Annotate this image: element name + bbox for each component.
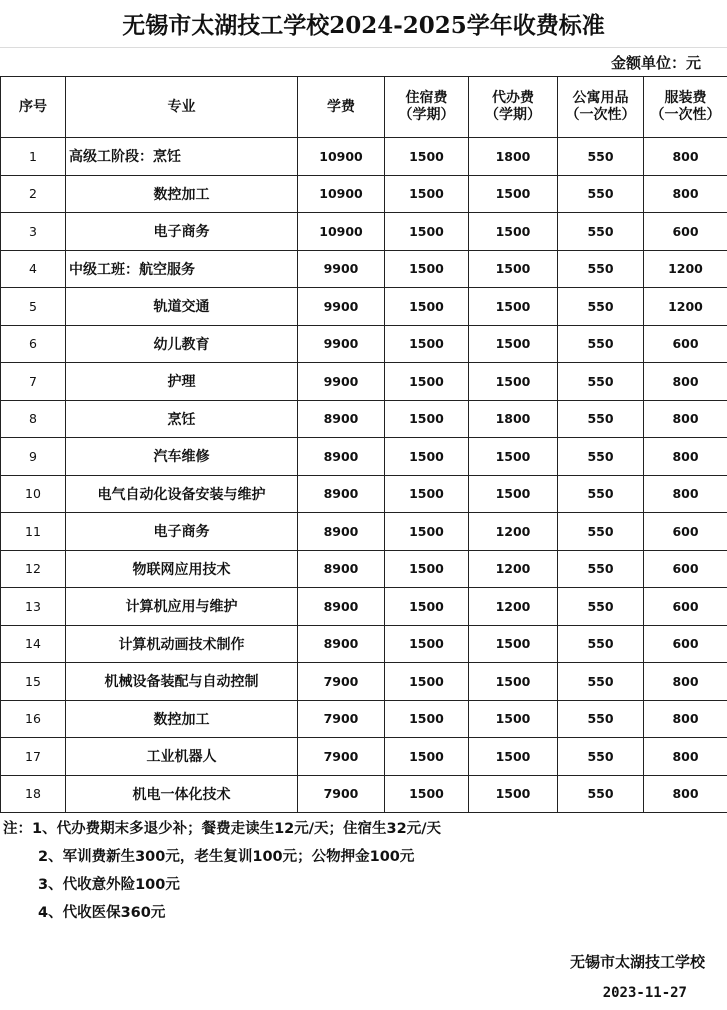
col-header-line1: 公寓用品 bbox=[572, 90, 629, 106]
cell-apartment: 550 bbox=[558, 400, 644, 438]
cell-major: 数控加工 bbox=[66, 700, 298, 738]
cell-major: 数控加工 bbox=[66, 175, 298, 213]
cell-uniform: 1200 bbox=[644, 288, 727, 326]
cell-no: 17 bbox=[1, 738, 66, 776]
cell-dorm: 1500 bbox=[385, 663, 469, 701]
col-header-line1: 代办费 bbox=[492, 90, 534, 106]
cell-agency: 1500 bbox=[469, 363, 558, 401]
table-row bbox=[1, 400, 727, 438]
cell-dorm: 1500 bbox=[385, 513, 469, 551]
cell-no: 12 bbox=[1, 550, 66, 588]
col-header-line1: 住宿费 bbox=[405, 90, 448, 106]
cell-agency: 1500 bbox=[469, 250, 558, 288]
cell-agency: 1500 bbox=[469, 213, 558, 251]
cell-agency: 1500 bbox=[469, 475, 558, 513]
cell-uniform: 800 bbox=[644, 663, 727, 701]
cell-dorm: 1500 bbox=[385, 438, 469, 476]
cell-no: 15 bbox=[1, 663, 66, 701]
cell-dorm: 1500 bbox=[385, 325, 469, 363]
cell-major: 计算机动画技术制作 bbox=[66, 625, 298, 663]
table-row bbox=[1, 588, 727, 626]
cell-apartment: 550 bbox=[558, 550, 644, 588]
cell-agency: 1200 bbox=[469, 588, 558, 626]
cell-tuition: 8900 bbox=[298, 438, 385, 476]
cell-uniform: 800 bbox=[644, 175, 727, 213]
cell-agency: 1200 bbox=[469, 513, 558, 551]
table-row bbox=[1, 738, 727, 776]
cell-major: 汽车维修 bbox=[66, 438, 298, 476]
table-row bbox=[1, 475, 727, 513]
unit-label: 金额单位：元 bbox=[610, 54, 701, 72]
cell-agency: 1500 bbox=[469, 175, 558, 213]
cell-no: 1 bbox=[1, 138, 66, 176]
cell-agency: 1200 bbox=[469, 550, 558, 588]
cell-uniform: 600 bbox=[644, 550, 727, 588]
table-row bbox=[1, 513, 727, 551]
col-header-line2: （学期） bbox=[485, 107, 541, 123]
cell-dorm: 1500 bbox=[385, 588, 469, 626]
cell-apartment: 550 bbox=[558, 438, 644, 476]
cell-tuition: 9900 bbox=[298, 250, 385, 288]
cell-apartment: 550 bbox=[558, 325, 644, 363]
cell-no: 4 bbox=[1, 250, 66, 288]
table-row bbox=[1, 550, 727, 588]
col-header-line2: （一次性） bbox=[565, 107, 636, 123]
cell-major: 轨道交通 bbox=[66, 288, 298, 326]
cell-agency: 1500 bbox=[469, 700, 558, 738]
col-header-uniform bbox=[644, 77, 727, 138]
cell-agency: 1500 bbox=[469, 738, 558, 776]
cell-no: 13 bbox=[1, 588, 66, 626]
cell-dorm: 1500 bbox=[385, 625, 469, 663]
cell-uniform: 600 bbox=[644, 325, 727, 363]
table-row bbox=[1, 775, 727, 813]
col-header-line1: 服装费 bbox=[664, 90, 707, 106]
cell-apartment: 550 bbox=[558, 663, 644, 701]
cell-agency: 1500 bbox=[469, 438, 558, 476]
col-header-line1: 序号 bbox=[19, 98, 47, 115]
cell-agency: 1500 bbox=[469, 625, 558, 663]
note-3: 3、代收意外险100元 bbox=[38, 877, 180, 893]
col-header-line2: （学期） bbox=[398, 107, 455, 123]
cell-dorm: 1500 bbox=[385, 475, 469, 513]
cell-dorm: 1500 bbox=[385, 400, 469, 438]
cell-major: 机械设备装配与自动控制 bbox=[66, 663, 298, 701]
cell-major: 电子商务 bbox=[66, 213, 298, 251]
col-header-major bbox=[66, 77, 298, 138]
note-4: 4、代收医保360元 bbox=[38, 905, 166, 921]
cell-dorm: 1500 bbox=[385, 213, 469, 251]
cell-major: 烹饪 bbox=[66, 400, 298, 438]
cell-uniform: 800 bbox=[644, 400, 727, 438]
cell-uniform: 800 bbox=[644, 475, 727, 513]
cell-agency: 1800 bbox=[469, 138, 558, 176]
cell-apartment: 550 bbox=[558, 213, 644, 251]
cell-tuition: 8900 bbox=[298, 588, 385, 626]
cell-apartment: 550 bbox=[558, 738, 644, 776]
cell-tuition: 8900 bbox=[298, 513, 385, 551]
col-header-line1: 专业 bbox=[167, 98, 196, 115]
cell-uniform: 800 bbox=[644, 438, 727, 476]
cell-no: 3 bbox=[1, 213, 66, 251]
cell-tuition: 8900 bbox=[298, 475, 385, 513]
note-1: 注：1、代办费期末多退少补；餐费走读生12元/天；住宿生32元/天 bbox=[3, 821, 442, 837]
cell-major: 中级工班：航空服务 bbox=[66, 250, 298, 288]
cell-apartment: 550 bbox=[558, 250, 644, 288]
table-header-row bbox=[1, 77, 727, 138]
table-row bbox=[1, 700, 727, 738]
cell-dorm: 1500 bbox=[385, 138, 469, 176]
cell-agency: 1500 bbox=[469, 775, 558, 813]
cell-agency: 1500 bbox=[469, 325, 558, 363]
cell-agency: 1500 bbox=[469, 288, 558, 326]
cell-dorm: 1500 bbox=[385, 250, 469, 288]
cell-tuition: 9900 bbox=[298, 363, 385, 401]
cell-agency: 1800 bbox=[469, 400, 558, 438]
cell-tuition: 8900 bbox=[298, 625, 385, 663]
cell-uniform: 600 bbox=[644, 513, 727, 551]
document-title: 无锡市太湖技工学校2024-2025学年收费标准 bbox=[0, 0, 727, 48]
cell-no: 14 bbox=[1, 625, 66, 663]
cell-uniform: 1200 bbox=[644, 250, 727, 288]
col-header-tuition bbox=[298, 77, 385, 138]
cell-apartment: 550 bbox=[558, 138, 644, 176]
cell-apartment: 550 bbox=[558, 775, 644, 813]
cell-apartment: 550 bbox=[558, 588, 644, 626]
notes-section bbox=[0, 815, 727, 927]
col-header-line1: 学费 bbox=[327, 98, 355, 115]
cell-uniform: 600 bbox=[644, 588, 727, 626]
table-body bbox=[1, 138, 727, 813]
cell-uniform: 800 bbox=[644, 738, 727, 776]
cell-major: 幼儿教育 bbox=[66, 325, 298, 363]
cell-apartment: 550 bbox=[558, 475, 644, 513]
cell-no: 6 bbox=[1, 325, 66, 363]
cell-uniform: 800 bbox=[644, 775, 727, 813]
cell-apartment: 550 bbox=[558, 513, 644, 551]
fee-table bbox=[0, 76, 727, 813]
cell-major: 电气自动化设备安装与维护 bbox=[66, 475, 298, 513]
col-header-no bbox=[1, 77, 66, 138]
cell-dorm: 1500 bbox=[385, 363, 469, 401]
table-row bbox=[1, 625, 727, 663]
cell-apartment: 550 bbox=[558, 288, 644, 326]
cell-tuition: 10900 bbox=[298, 213, 385, 251]
cell-apartment: 550 bbox=[558, 175, 644, 213]
table-row bbox=[1, 663, 727, 701]
table-row bbox=[1, 250, 727, 288]
cell-no: 2 bbox=[1, 175, 66, 213]
cell-uniform: 800 bbox=[644, 700, 727, 738]
cell-major: 机电一体化技术 bbox=[66, 775, 298, 813]
cell-tuition: 7900 bbox=[298, 663, 385, 701]
col-header-dorm bbox=[385, 77, 469, 138]
table-row bbox=[1, 138, 727, 176]
cell-dorm: 1500 bbox=[385, 550, 469, 588]
cell-no: 8 bbox=[1, 400, 66, 438]
cell-tuition: 8900 bbox=[298, 400, 385, 438]
cell-no: 9 bbox=[1, 438, 66, 476]
cell-tuition: 10900 bbox=[298, 175, 385, 213]
cell-no: 10 bbox=[1, 475, 66, 513]
cell-tuition: 7900 bbox=[298, 738, 385, 776]
cell-no: 7 bbox=[1, 363, 66, 401]
col-header-apartment bbox=[558, 77, 644, 138]
cell-dorm: 1500 bbox=[385, 288, 469, 326]
cell-agency: 1500 bbox=[469, 663, 558, 701]
footer-date: 2023-11-27 bbox=[602, 985, 687, 1001]
cell-uniform: 800 bbox=[644, 363, 727, 401]
cell-major: 物联网应用技术 bbox=[66, 550, 298, 588]
cell-dorm: 1500 bbox=[385, 775, 469, 813]
cell-dorm: 1500 bbox=[385, 700, 469, 738]
table-row bbox=[1, 288, 727, 326]
cell-apartment: 550 bbox=[558, 700, 644, 738]
cell-no: 11 bbox=[1, 513, 66, 551]
cell-apartment: 550 bbox=[558, 625, 644, 663]
cell-tuition: 10900 bbox=[298, 138, 385, 176]
cell-uniform: 600 bbox=[644, 625, 727, 663]
col-header-agency bbox=[469, 77, 558, 138]
cell-no: 5 bbox=[1, 288, 66, 326]
cell-tuition: 9900 bbox=[298, 288, 385, 326]
table-row bbox=[1, 363, 727, 401]
cell-dorm: 1500 bbox=[385, 738, 469, 776]
cell-major: 计算机应用与维护 bbox=[66, 588, 298, 626]
cell-uniform: 800 bbox=[644, 138, 727, 176]
table-row bbox=[1, 325, 727, 363]
cell-major: 高级工阶段：烹饪 bbox=[66, 138, 298, 176]
cell-tuition: 9900 bbox=[298, 325, 385, 363]
cell-tuition: 7900 bbox=[298, 700, 385, 738]
table-row bbox=[1, 213, 727, 251]
cell-major: 工业机器人 bbox=[66, 738, 298, 776]
cell-major: 护理 bbox=[66, 363, 298, 401]
cell-no: 18 bbox=[1, 775, 66, 813]
cell-major: 电子商务 bbox=[66, 513, 298, 551]
table-row bbox=[1, 175, 727, 213]
col-header-line2: （一次性） bbox=[650, 107, 721, 123]
cell-apartment: 550 bbox=[558, 363, 644, 401]
cell-tuition: 8900 bbox=[298, 550, 385, 588]
table-row bbox=[1, 438, 727, 476]
note-2: 2、军训费新生300元，老生复训100元；公物押金100元 bbox=[38, 849, 415, 865]
cell-uniform: 600 bbox=[644, 213, 727, 251]
footer-school-name: 无锡市太湖技工学校 bbox=[569, 953, 705, 971]
cell-no: 16 bbox=[1, 700, 66, 738]
cell-tuition: 7900 bbox=[298, 775, 385, 813]
cell-dorm: 1500 bbox=[385, 175, 469, 213]
